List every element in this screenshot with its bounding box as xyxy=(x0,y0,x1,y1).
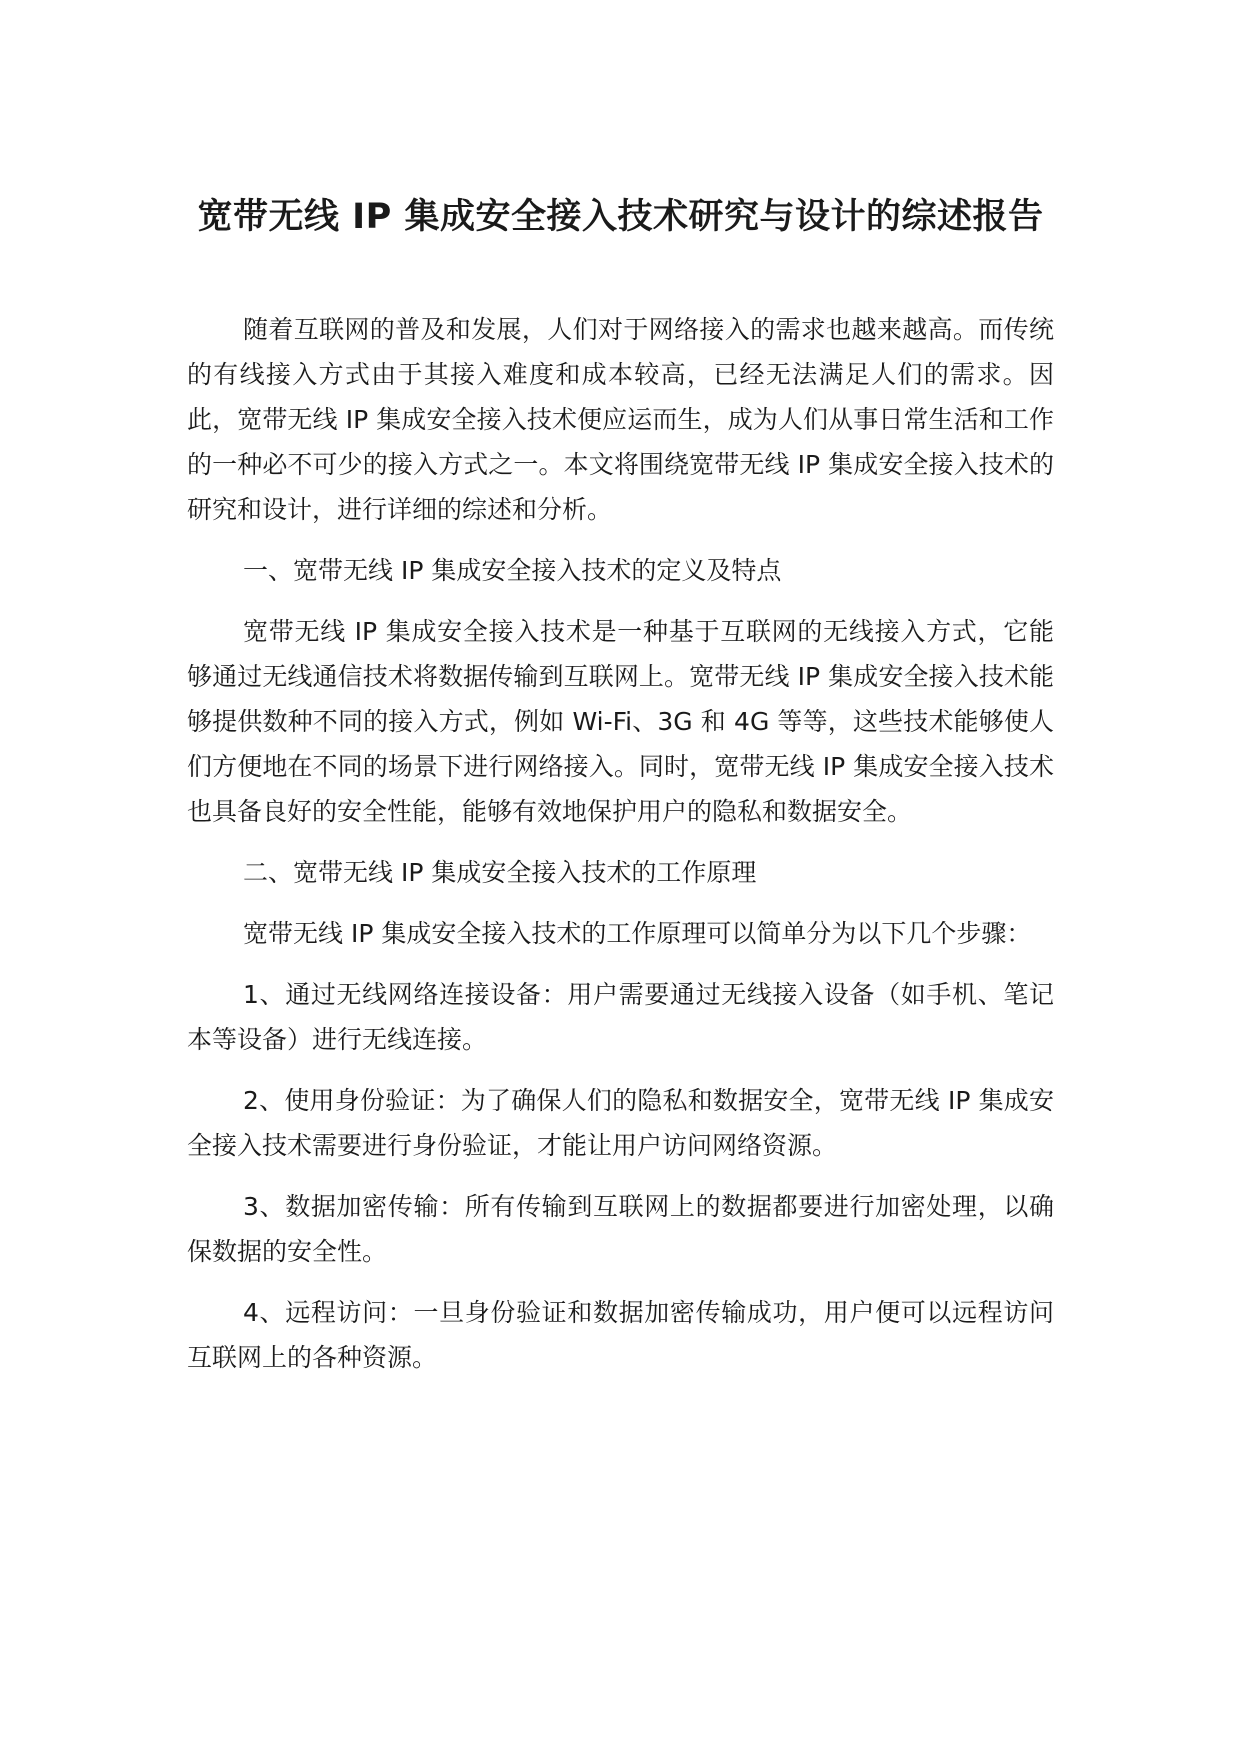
intro-paragraph: 随着互联网的普及和发展，人们对于网络接入的需求也越来越高。而传统的有线接入方式由于其接入难度和成本较高，已经无法满足人们的需求。因此，宽带无线 IP 集成安全接入技术便应运而生，成为人们从事日常生活和工作的一种必不可少的接入方式之一。本文将围绕宽带无线 IP 集成安全接入技术的研究和设计，进行详细的综述和分析。 xyxy=(187,315,1054,524)
section-heading-2: 二、宽带无线 IP 集成安全接入技术的工作原理 xyxy=(243,858,757,887)
section-1-paragraph: 宽带无线 IP 集成安全接入技术是一种基于互联网的无线接入方式，它能够通过无线通信技术将数据传输到互联网上。宽带无线 IP 集成安全接入技术能够提供数种不同的接入方式，例如 Wi-Fi、3G 和 4G 等等，这些技术能够使人们方便地在不同的场景下进行网络接入。同时，宽带无线 IP 集成安全接入技术也具备良好的安全性能，能够有效地保护用户的隐私和数据安全。 xyxy=(187,617,1054,826)
document-title: 宽带无线 IP 集成安全接入技术研究与设计的综述报告 xyxy=(197,197,1044,237)
step-3-paragraph: 3、数据加密传输：所有传输到互联网上的数据都要进行加密处理，以确保数据的安全性。 xyxy=(187,1192,1054,1266)
step-2-paragraph: 2、使用身份验证：为了确保人们的隐私和数据安全，宽带无线 IP 集成安全接入技术需要进行身份验证，才能让用户访问网络资源。 xyxy=(187,1086,1054,1160)
section-2-paragraph: 宽带无线 IP 集成安全接入技术的工作原理可以简单分为以下几个步骤： xyxy=(243,919,1032,948)
step-4-paragraph: 4、远程访问：一旦身份验证和数据加密传输成功，用户便可以远程访问互联网上的各种资源。 xyxy=(187,1298,1054,1372)
document-body xyxy=(187,307,1054,1380)
step-1-paragraph: 1、通过无线网络连接设备：用户需要通过无线接入设备（如手机、笔记本等设备）进行无线连接。 xyxy=(187,980,1054,1054)
section-heading-1: 一、宽带无线 IP 集成安全接入技术的定义及特点 xyxy=(243,556,782,585)
